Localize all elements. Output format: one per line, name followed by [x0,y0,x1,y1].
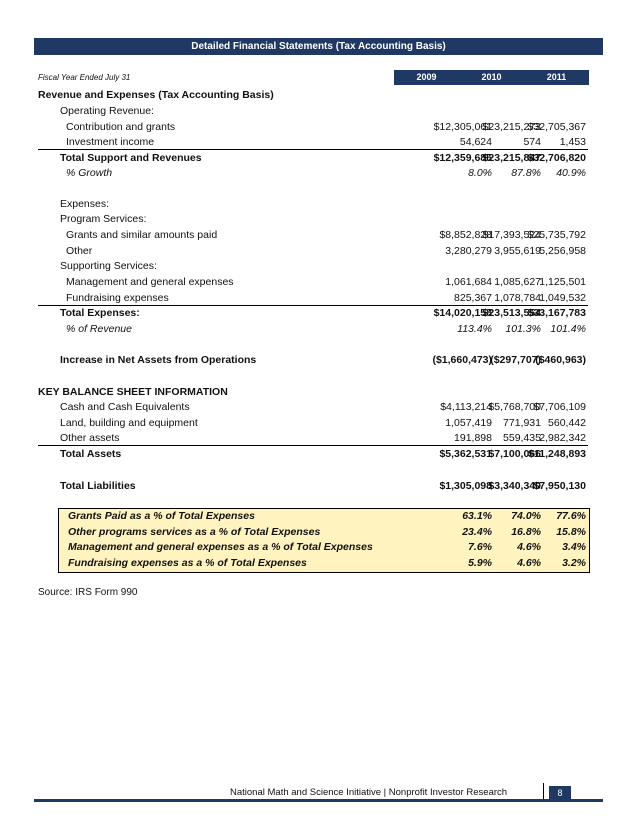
total-row: Total Assets $5,362,531 $7,100,066 $11,248,893 [60,448,586,460]
table-row: Management and general expenses 1,061,684 1,085,627 1,125,501 [66,276,586,288]
ratio-row: Other programs services as a % of Total Expenses 23.4% 16.8% 15.8% [68,526,586,538]
ratio-row: Management and general expenses as a % of Total Expenses 7.6% 4.6% 3.4% [68,541,586,553]
year-col-2010: 2010 [481,72,502,82]
footer-rule [34,799,603,802]
year-col-2009: 2009 [416,72,437,82]
subheading-operating-revenue: Operating Revenue: [60,105,154,117]
subheading-program-services: Program Services: [60,213,147,225]
total-row: Total Expenses: $14,020,158 $23,513,554 $33,167,783 [60,307,586,319]
percent-row: % Growth 8.0% 87.8% 40.9% [66,167,586,179]
ratio-row: Fundraising expenses as a % of Total Expenses 5.9% 4.6% 3.2% [68,557,586,569]
table-row: Contribution and grants $12,305,061 $23,215,273 $32,705,367 [66,121,586,133]
table-row: Grants and similar amounts paid $8,852,828 $17,393,524 $25,735,792 [66,229,586,241]
table-row: Other 3,280,279 3,955,619 5,256,958 [66,245,586,257]
total-row: Total Support and Revenues $12,359,685 $23,215,847 $32,706,820 [60,152,586,164]
total-liabilities-row: Total Liabilities $1,305,098 $3,340,340 $7,950,130 [60,480,586,492]
year-col-2011: 2011 [546,72,567,82]
statement-title: Detailed Financial Statements (Tax Accounting Basis) [34,38,603,55]
subheading-expenses: Expenses: [60,198,110,210]
fiscal-year-label: Fiscal Year Ended July 31 [38,73,131,82]
table-row: Fundraising expenses 825,367 1,078,784 1,049,532 [38,291,588,306]
table-row: Investment income 54,624 574 1,453 [38,135,588,150]
table-row: Cash and Cash Equivalents $4,113,214 $5,768,700 $7,706,109 [60,401,586,413]
footer-text: National Math and Science Initiative | Nonprofit Investor Research [230,787,508,798]
subheading-supporting-services: Supporting Services: [60,260,157,272]
section-heading-revenue-expenses: Revenue and Expenses (Tax Accounting Basis) [38,89,274,101]
table-row: Other assets 191,898 559,435 2,982,342 [38,431,588,446]
year-header [394,70,589,85]
table-row: Land, building and equipment 1,057,419 771,931 560,442 [60,417,586,429]
page-number: 8 [549,786,571,800]
percent-row: % of Revenue 113.4% 101.3% 101.4% [66,323,586,335]
section-heading-balance-sheet: KEY BALANCE SHEET INFORMATION [38,386,228,398]
source-note: Source: IRS Form 990 [38,587,138,598]
ratio-row: Grants Paid as a % of Total Expenses 63.1% 74.0% 77.6% [68,510,586,522]
net-assets-row: Increase in Net Assets from Operations ($1,660,473) ($297,707) ($460,963) [60,354,586,366]
footer-divider [543,783,544,799]
